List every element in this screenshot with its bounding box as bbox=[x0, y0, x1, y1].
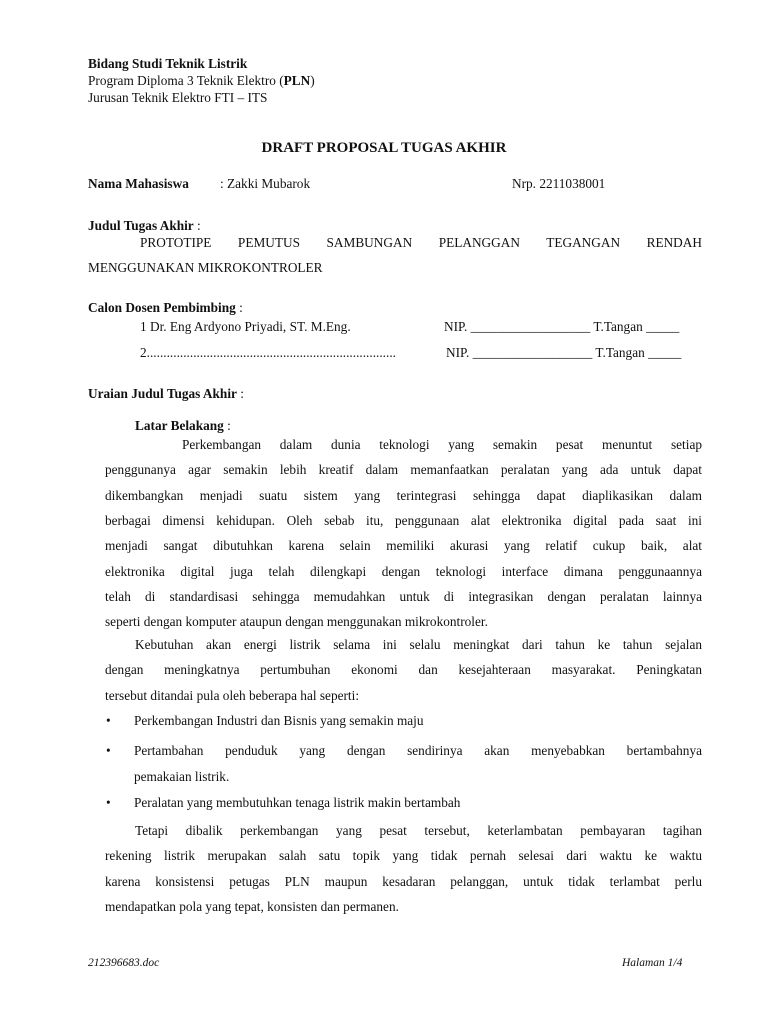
header-program-pre: Program Diploma 3 Teknik Elektro ( bbox=[88, 73, 284, 88]
paragraph-1-line: berbagai dimensi kehidupan. Oleh sebab itu, penggunaan alat elektronika digital pada saat ini bbox=[105, 512, 702, 528]
paragraph-3-line: rekening listrik merupakan salah satu topik yang tidak pernah selesai dari waktu ke waktu bbox=[105, 848, 702, 864]
paragraph-3-line: karena konsistensi petugas PLN maupun kesadaran pelanggan, untuk tidak terlambat perlu bbox=[105, 873, 702, 889]
paragraph-1-line: Perkembangan dalam dunia teknologi yang semakin pesat menuntut setiap bbox=[182, 437, 702, 452]
dosen-label-colon: : bbox=[235, 300, 243, 315]
paragraph-2-line: dengan meningkatnya pertumbuhan ekonomi dan kesejahteraan masyarakat. Peningkatan bbox=[105, 662, 702, 678]
header-program-pln: PLN bbox=[283, 73, 311, 88]
judul-line-1: PROTOTIPE PEMUTUS SAMBUNGAN PELANGGAN TEGANGAN RENDAH bbox=[140, 235, 702, 250]
document-title: DRAFT PROPOSAL TUGAS AKHIR bbox=[261, 140, 507, 156]
paragraph-1-line: penggunanya agar semakin lebih kreatif dalam memanfaatkan peralatan yang ada untuk dapat bbox=[105, 462, 702, 478]
judul-label bbox=[88, 218, 201, 234]
bullet-icon: • bbox=[106, 713, 111, 728]
dosen-label bbox=[88, 300, 243, 316]
paragraph-3-line: mendapatkan pola yang tepat, konsisten dan permanen. bbox=[105, 898, 399, 914]
paragraph-3-line: Tetapi dibalik perkembangan yang pesat tersebut, keterlambatan pembayaran tagihan bbox=[135, 823, 702, 838]
uraian-label-text: Uraian Judul Tugas Akhir bbox=[88, 386, 237, 401]
dosen-row-2-name: 2........................................................................... bbox=[140, 345, 396, 360]
header-program-post: ) bbox=[310, 73, 315, 88]
student-name-value: : Zakki Mubarok bbox=[220, 176, 311, 191]
latar-belakang-text: Latar Belakang bbox=[135, 418, 224, 433]
paragraph-2-line: Kebutuhan akan energi listrik selama ini selalu meningkat dari tahun ke tahun sejalan bbox=[135, 637, 702, 652]
paragraph-1-line: menjadi sangat dibutuhkan karena selain memiliki akurasi yang relatif cukup baik, alat bbox=[105, 538, 702, 554]
bullet-icon: • bbox=[106, 743, 111, 758]
header-study-field: Bidang Studi Teknik Listrik bbox=[88, 56, 248, 71]
header-department: Jurusan Teknik Elektro FTI – ITS bbox=[88, 90, 268, 105]
uraian-label bbox=[88, 386, 244, 402]
paragraph-1-line: elektronika digital juga telah dilengkapi dengan teknologi interface dimana penggunaannya bbox=[105, 563, 702, 579]
bullet-item-text: Peralatan yang membutuhkan tenaga listrik makin bertambah bbox=[134, 795, 461, 810]
dosen-label-text: Calon Dosen Pembimbing bbox=[88, 300, 236, 315]
dosen-row-1-name: 1 Dr. Eng Ardyono Priyadi, ST. M.Eng. bbox=[140, 319, 351, 334]
dosen-row-1-nip: NIP. __________________ T.Tangan _____ bbox=[444, 319, 680, 334]
paragraph-1-line: dikembangkan menjadi suatu sistem yang terintegrasi sehingga dapat diaplikasikan dalam bbox=[105, 487, 702, 503]
bullet-item-text: Pertambahan penduduk yang dengan sendirinya akan menyebabkan bertambahnya bbox=[134, 743, 702, 758]
judul-line-2: MENGGUNAKAN MIKROKONTROLER bbox=[88, 260, 323, 275]
latar-belakang-label bbox=[135, 418, 231, 434]
student-name-label: Nama Mahasiswa bbox=[88, 176, 189, 191]
footer-filename: 212396683.doc bbox=[88, 957, 160, 969]
dosen-row-2-nip: NIP. __________________ T.Tangan _____ bbox=[446, 345, 682, 360]
uraian-label-colon: : bbox=[236, 386, 244, 401]
paragraph-1-line: seperti dengan komputer ataupun dengan menggunakan mikrokontroler. bbox=[105, 614, 488, 630]
bullet-icon: • bbox=[106, 795, 111, 810]
header-program bbox=[88, 73, 315, 89]
bullet-item-text: pemakaian listrik. bbox=[134, 769, 230, 784]
footer-page-number: Halaman 1/4 bbox=[622, 957, 683, 969]
student-nrp: Nrp. 2211038001 bbox=[512, 176, 606, 191]
paragraph-1-line: telah di standardisasi sehingga memudahkan untuk di integrasikan dengan peralatan lainnya bbox=[105, 588, 702, 604]
bullet-item-text: Perkembangan Industri dan Bisnis yang semakin maju bbox=[134, 713, 424, 728]
judul-label-colon: : bbox=[193, 218, 201, 233]
paragraph-2-line: tersebut ditandai pula oleh beberapa hal seperti: bbox=[105, 687, 360, 703]
latar-belakang-colon: : bbox=[223, 418, 231, 433]
judul-label-text: Judul Tugas Akhir bbox=[88, 218, 194, 233]
